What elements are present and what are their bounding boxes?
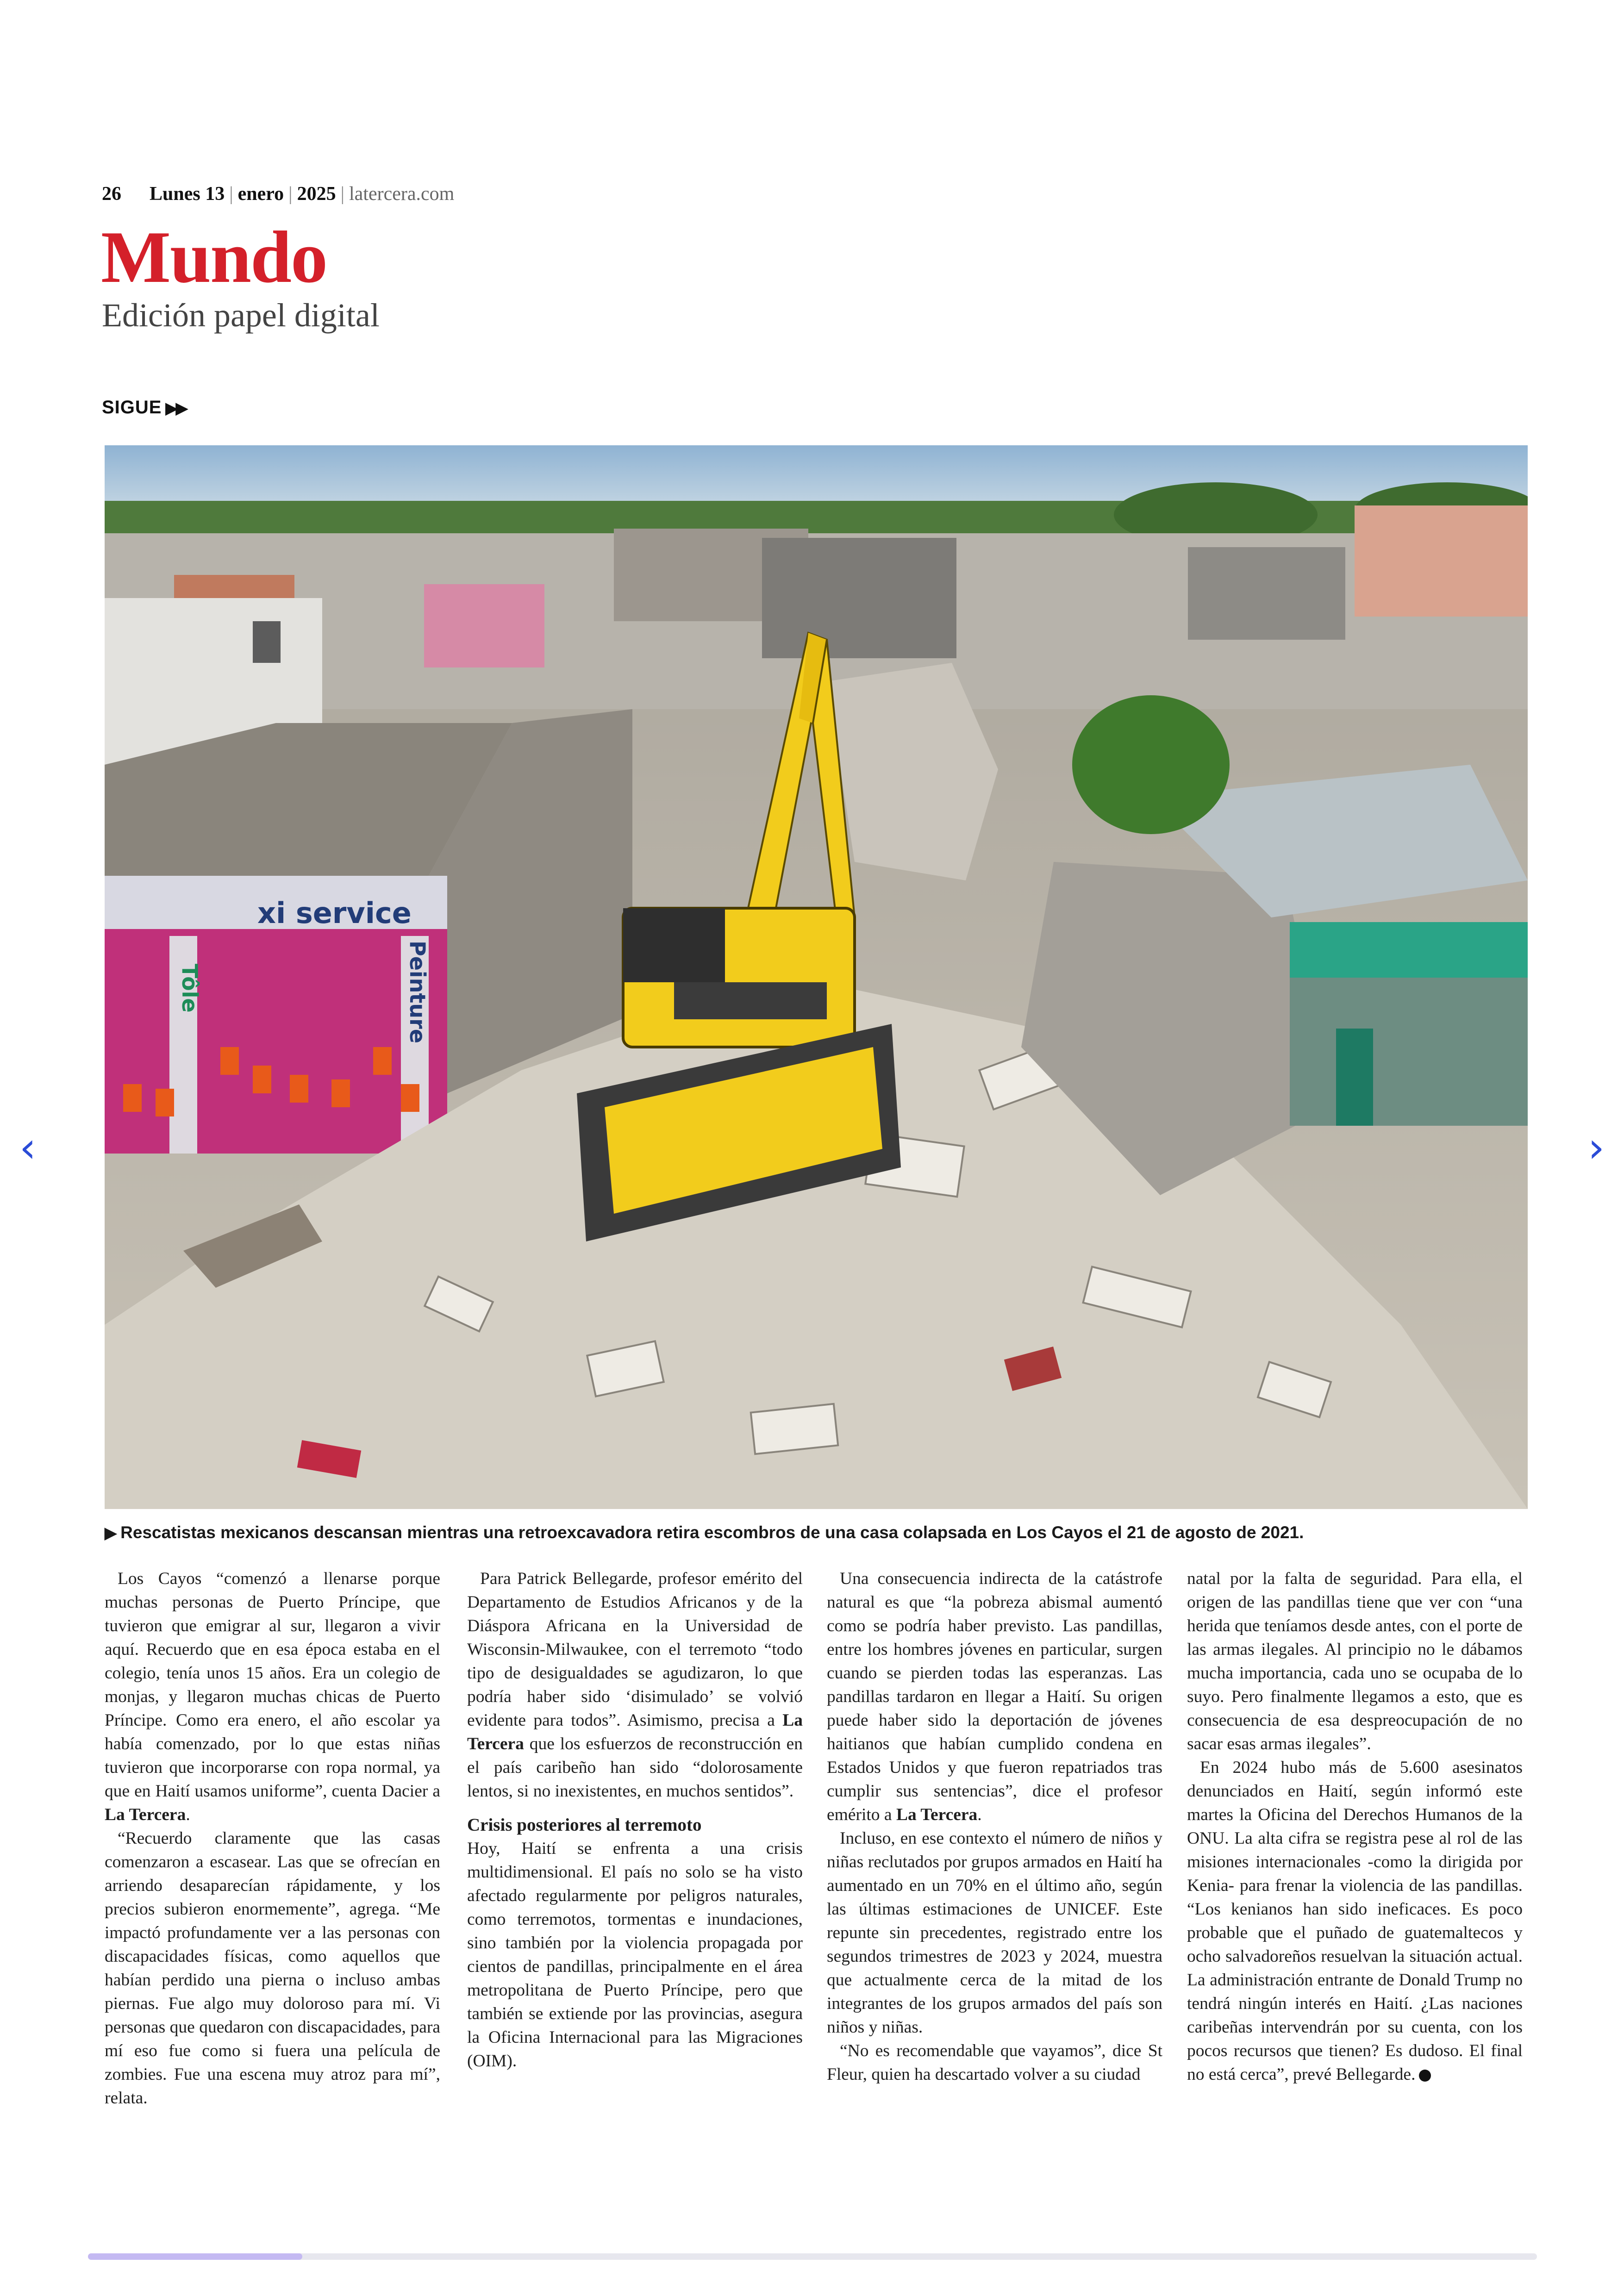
section-title: Mundo xyxy=(101,216,327,298)
col1-p1-end: . xyxy=(186,1805,190,1824)
col3-paragraph-3: “No es recomendable que vayamos”, dice St Fleur, quien ha descartado volver a su ciudad xyxy=(827,2041,1162,2084)
peinture-sign: Peinture xyxy=(405,941,430,1044)
rubble-scene-illustration xyxy=(105,445,1528,1509)
col2-p1-text: Para Patrick Bellegarde, profesor emérito del Departamento de Estudios Africanos y de la Diáspora Africana en la Universidad de Wisconsin-Milwaukee, con el terremoto “todo tipo de desigualdades se agudizaron, lo que podría haber sido ‘disimulado’ se volvió evidente para todos”. Asimismo, precisa a xyxy=(467,1569,803,1730)
header-year: 2025 xyxy=(297,183,336,205)
reading-progress-fill xyxy=(88,2253,302,2260)
double-play-icon: ▶▶ xyxy=(165,399,186,417)
end-mark-icon xyxy=(1419,2070,1431,2082)
sigue-label xyxy=(102,397,186,418)
header-weekday: Lunes 13 xyxy=(150,183,225,205)
col1-p1-text: Los Cayos “comenzó a llenarse porque muchas personas de Puerto Príncipe, que tuvieron que emigrar al sur, llegaron a vivir aquí. Recuerdo que en esa época estaba en el colegio, tenía unos 15 años. Era un colegio de monjas, y llegaron muchas chicas de Puerto Príncipe. Como era enero, el año escolar ya había comenzado, por lo que estas niñas tuvieron que incorporarse con ropa normal, ya que en Haití usamos uniforme”, cuenta Dacier a xyxy=(105,1569,440,1801)
caption-text: Rescatistas mexicanos descansan mientras una retroexcavadora retira escombros de una casa colapsada en Los Cayos el 21 de agosto de 2021. xyxy=(120,1523,1304,1542)
article-column-3 xyxy=(827,1567,1162,2086)
col3-p1-text: Una consecuencia indirecta de la catástrofe natural es que “la pobreza abismal aumentó como se podría haber previsto. Las pandillas, entre los hombres jóvenes en particular, surgen cuando se pierden todas las esperanzas. Las pandillas tardaron en llegar a Haití. Su origen puede haber sido la deportación de jóvenes haitianos que habían cumplido condena en Estados Unidos y que fueron repatriados tras cumplir sus sentencias”, dice el profesor emérito a xyxy=(827,1569,1162,1824)
col2-p1-end: que los esfuerzos de reconstrucción en el país caribeño han sido “dolorosamente lentos, si no inexistentes, en muchos sentidos”. xyxy=(467,1734,803,1801)
article-column-2 xyxy=(467,1567,803,2073)
brand-name: La Tercera xyxy=(896,1805,978,1824)
article-photo xyxy=(105,445,1528,1509)
photo-caption xyxy=(105,1523,1528,1542)
taxi-service-sign: xi service xyxy=(257,896,412,930)
header-month: enero xyxy=(237,183,284,205)
article-column-1 xyxy=(105,1567,440,2110)
page-header: 26 Lunes 13 | enero | 2025 | latercera.com xyxy=(102,183,455,205)
page-number: 26 xyxy=(102,183,121,205)
article-body xyxy=(105,1567,1528,2113)
header-site[interactable]: latercera.com xyxy=(349,183,455,205)
sigue-text: SIGUE xyxy=(102,397,162,418)
brand-name: La Tercera xyxy=(105,1805,186,1824)
edition-subtitle: Edición papel digital xyxy=(102,297,380,334)
tole-sign: Tôle xyxy=(177,964,202,1013)
brand-name: La Tercera xyxy=(467,1711,803,1753)
article-column-4 xyxy=(1187,1567,1523,2086)
col4-paragraph-1: natal por la falta de seguridad. Para ella, el origen de las pandillas tiene que ver con “una herida que teníamos desde antes, con el porte de las armas ilegales. Al principio no le dábamos mucha importancia, cada uno se ocupaba de lo suyo. Pero finalmente llegamos a esto, que es consecuencia de esa despreocupación de no sacar esas armas ilegales”. xyxy=(1187,1569,1523,1753)
reading-progress-bar[interactable] xyxy=(88,2253,1537,2260)
previous-page-button[interactable]: ‹ xyxy=(19,1123,36,1172)
subheading: Crisis posteriores al terremoto xyxy=(467,1815,702,1835)
next-page-button[interactable]: › xyxy=(1588,1123,1605,1172)
col3-paragraph-2: Incluso, en ese contexto el número de niños y niñas reclutados por grupos armados en Haití ha aumentado en un 70% en el último año, según las últimas estimaciones de UNICEF. Este repunte sin precedentes, registrado entre los segundos trimestres de 2023 y 2024, muestra que actualmente cerca de la mitad de los integrantes de los grupos armados del país son niños y niñas. xyxy=(827,1829,1162,2037)
caption-marker-icon: ▶ xyxy=(105,1524,117,1542)
col2-paragraph-2: Hoy, Haití se enfrenta a una crisis multidimensional. El país no solo se ha visto afectado regularmente por peligros naturales, como terremotos, tormentas e inundaciones, sino también por la violencia propagada por cientos de pandillas, principalmente en el área metropolitana de Puerto Príncipe, pero que también se extiende por las provincias, asegura la Oficina Internacional para las Migraciones (OIM). xyxy=(467,1839,803,2070)
col4-paragraph-2: En 2024 hubo más de 5.600 asesinatos denunciados en Haití, según informó este martes la Oficina del Derechos Humanos de la ONU. La alta cifra se registra pese al rol de las misiones internacionales -como la dirigida por Kenia- para frenar la violencia de las pandillas. “Los kenianos han sido ineficaces. Es poco probable que el puñado de guatemaltecos y ocho salvadoreños resuelvan la situación actual. La administración entrante de Donald Trump no tendrá ningún interés en Haití. ¿Las naciones caribeñas intervendrán por su cuenta, con los pocos recursos que tienen? Es dudoso. El final no está cerca”, prevé Bellegarde. xyxy=(1187,1758,1523,2084)
col3-p1-end: . xyxy=(977,1805,982,1824)
col1-paragraph-2: “Recuerdo claramente que las casas comenzaron a escasear. Las que se ofrecían en arriendo desaparecían rápidamente, y los precios subieron enormemente”, agrega. “Me impactó profundamente ver a las personas con discapacidades físicas, como aquellos que habían perdido una pierna o incluso ambas piernas. Fue algo muy doloroso para mí. Vi personas que quedaron con discapacidades, para mí eso fue como si fuera una película de zombies. Fue una escena muy atroz para mí”, relata. xyxy=(105,1829,440,2108)
